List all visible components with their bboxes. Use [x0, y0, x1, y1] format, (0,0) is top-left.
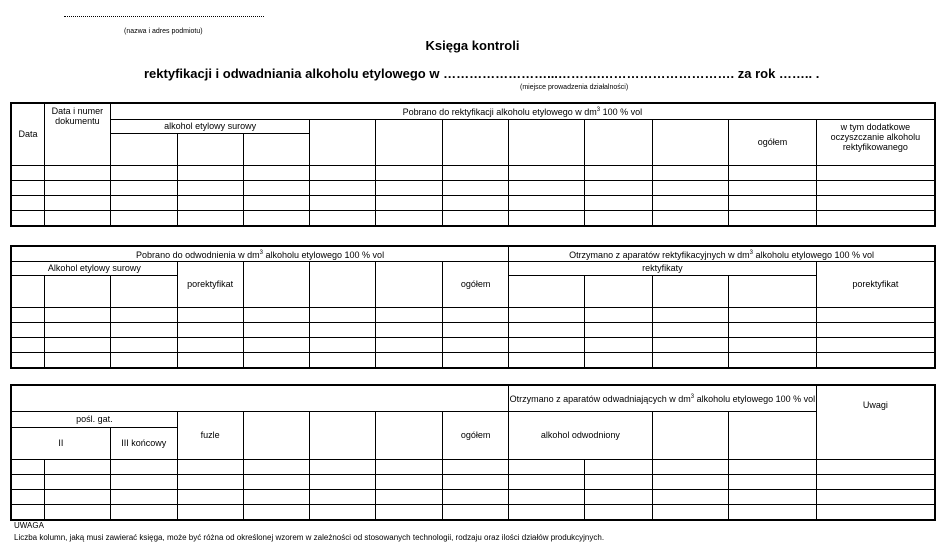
group-header-text: Otrzymano z aparatów rektyfikacyjnych w dm [569, 249, 750, 260]
empty-col [177, 133, 243, 165]
col-header-fusel: fuzle [177, 411, 243, 459]
empty-col [652, 411, 729, 459]
col-header-additional-purification: w tym dodatkowe oczyszczanie alkoholu rektyfikowanego [816, 119, 935, 165]
group-header-sup: 3 [596, 107, 601, 114]
table-row [11, 322, 935, 337]
table-row [11, 459, 935, 474]
col-header-notes: Uwagi [816, 385, 935, 459]
empty-col [443, 119, 509, 165]
page-subtitle [144, 66, 819, 81]
empty-col [509, 275, 585, 307]
empty-col [44, 275, 110, 307]
table-row [11, 180, 935, 195]
subtitle-year: za rok …….. . [734, 66, 820, 81]
subtitle-prefix: rektyfikacji i odwadniania alkoholu etylowego w [144, 66, 440, 81]
note-text: Liczba kolumn, jaką musi zawierać księga, może być różna od określonej wzorem w zależności od stosowanych technologii, rodzaju oraz ilości działów produkcyjnych. [14, 533, 605, 542]
table-row [11, 474, 935, 489]
group-header-sup: 3 [690, 394, 695, 401]
table-row [11, 489, 935, 504]
col-header-document: Data i numer dokumentu [44, 103, 110, 165]
empty-col [729, 411, 816, 459]
empty-col [376, 119, 443, 165]
empty-col [509, 119, 585, 165]
entity-dotted-line [64, 16, 264, 17]
table-rectification-input [10, 102, 936, 227]
empty-col [11, 275, 44, 307]
empty-col [110, 275, 177, 307]
empty-col [243, 411, 310, 459]
empty-col [376, 411, 443, 459]
empty-group-header [11, 385, 509, 411]
page-title: Księga kontroli [425, 38, 520, 53]
empty-col [243, 133, 310, 165]
sub-header-intermediate-grade: pośl. gat. [11, 411, 177, 427]
sub-header-raw-alcohol: alkohol etylowy surowy [110, 119, 310, 133]
col-header-grade-ii: II [11, 427, 110, 459]
place-caption: (miejsce prowadzenia działalności) [520, 84, 629, 91]
group-header-rectification-output [509, 246, 935, 261]
entity-caption: (nazwa i adres podmiotu) [124, 28, 203, 35]
col-header-grade-iii-final: III końcowy [110, 427, 177, 459]
subtitle-place-dots: ……………………...……….…………………………. [439, 66, 735, 81]
group-header-dehydration-output [509, 385, 817, 411]
empty-col [729, 275, 816, 307]
note-title: UWAGA [14, 521, 44, 530]
col-header-post-rectification: porektyfikat [177, 261, 243, 307]
table-dehydration-output [10, 384, 936, 521]
group-header-suffix: alkoholu etylowego 100 % vol [262, 249, 385, 260]
group-header-text: Pobrano do odwodnienia w dm [136, 249, 260, 260]
table-row [11, 195, 935, 210]
col-header-total: ogółem [729, 119, 816, 165]
group-header-text: Otrzymano z aparatów odwadniających w dm [509, 394, 691, 405]
empty-col [310, 411, 376, 459]
empty-col [243, 261, 310, 307]
col-header-post-rectification-output: porektyfikat [816, 261, 935, 307]
col-header-date: Data [11, 103, 44, 165]
group-header-rectification [110, 103, 935, 119]
group-header-sup: 3 [749, 249, 753, 256]
group-header-suffix: alkoholu etylowego 100 % vol [752, 249, 875, 260]
table-row [11, 504, 935, 520]
group-header-dehydration-input [11, 246, 509, 261]
col-header-dehydrated-alcohol: alkohol odwodniony [509, 411, 653, 459]
empty-col [310, 119, 376, 165]
empty-col [110, 133, 177, 165]
col-header-total: ogółem [443, 411, 509, 459]
empty-col [584, 275, 652, 307]
empty-col [652, 119, 729, 165]
empty-col [584, 119, 652, 165]
group-header-suffix: alkoholu etylowego 100 % vol [694, 394, 816, 405]
empty-col [652, 275, 729, 307]
table-row [11, 165, 935, 180]
group-header-text: Pobrano do rektyfikacji alkoholu etylowego w dm [402, 107, 597, 118]
table-row [11, 210, 935, 226]
sub-header-raw-alcohol: Alkohol etylowy surowy [11, 261, 177, 275]
group-header-sup: 3 [259, 249, 263, 256]
empty-col [310, 261, 376, 307]
table-row [11, 352, 935, 368]
table-row [11, 307, 935, 322]
group-header-suffix: 100 % vol [600, 107, 643, 118]
table-row [11, 337, 935, 352]
col-header-total: ogółem [443, 261, 509, 307]
empty-col [376, 261, 443, 307]
sub-header-rectificates: rektyfikaty [509, 261, 817, 275]
table-dehydration-input [10, 245, 936, 369]
